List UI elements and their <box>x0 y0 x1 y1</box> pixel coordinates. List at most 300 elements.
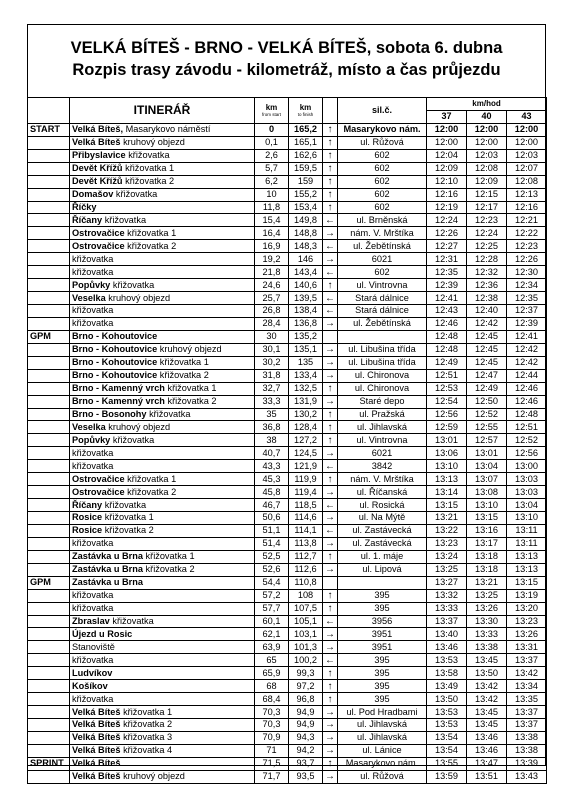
table-row <box>28 744 547 757</box>
row-place <box>70 279 255 292</box>
km-from-start: 35 <box>255 408 289 421</box>
row-place <box>70 317 255 330</box>
km-to-finish: 159,5 <box>289 162 323 175</box>
place-name: Brno - Kohoutovice <box>72 344 158 355</box>
row-place <box>70 434 255 447</box>
km-to-finish: 119,9 <box>289 473 323 486</box>
km-to-finish: 143,4 <box>289 266 323 279</box>
direction-arrow-icon: → <box>323 641 338 654</box>
km-to-finish: 96,8 <box>289 693 323 706</box>
time-37: 13:22 <box>427 524 467 537</box>
time-40: 12:23 <box>467 214 507 227</box>
time-43: 12:51 <box>507 421 547 434</box>
time-43: 13:15 <box>507 576 547 589</box>
time-40: 13:16 <box>467 524 507 537</box>
km-from-start: 52,6 <box>255 563 289 576</box>
place-name: Zastávka u Brna <box>72 564 143 575</box>
km-to-finish: 112,7 <box>289 550 323 563</box>
place-detail: kruhový objezd <box>105 292 171 303</box>
row-place <box>70 136 255 149</box>
row-tag <box>28 421 70 434</box>
time-37: 13:25 <box>427 563 467 576</box>
road-number: ul. Libušina třída <box>338 356 427 369</box>
place-detail: křižovatka <box>72 266 114 277</box>
direction-arrow-icon: → <box>323 395 338 408</box>
km-to-finish: 112,6 <box>289 563 323 576</box>
time-37: 12:39 <box>427 279 467 292</box>
km-to-finish: 131,9 <box>289 395 323 408</box>
direction-arrow-icon: ↑ <box>323 408 338 421</box>
time-37: 12:00 <box>427 123 467 136</box>
direction-arrow-icon: → <box>323 227 338 240</box>
row-place <box>70 770 255 783</box>
direction-arrow-icon: ← <box>323 305 338 318</box>
road-number: nám. V. Mrštíka <box>338 473 427 486</box>
road-number: 602 <box>338 175 427 188</box>
time-37: 12:27 <box>427 240 467 253</box>
road-number: 6021 <box>338 253 427 266</box>
time-37: 12:35 <box>427 266 467 279</box>
time-43: 13:37 <box>507 654 547 667</box>
time-43: 12:42 <box>507 356 547 369</box>
km-to-finish: 94,2 <box>289 744 323 757</box>
row-tag <box>28 279 70 292</box>
time-37: 13:53 <box>427 654 467 667</box>
road-number <box>338 576 427 589</box>
km-from-start: 10 <box>255 188 289 201</box>
row-tag <box>28 654 70 667</box>
direction-arrow-icon: ↑ <box>323 201 338 214</box>
km-to-finish: 103,1 <box>289 628 323 641</box>
road-number: 602 <box>338 149 427 162</box>
row-place <box>70 576 255 589</box>
time-37: 12:09 <box>427 162 467 175</box>
time-37: 12:48 <box>427 343 467 356</box>
km-from-start: 50,6 <box>255 512 289 525</box>
place-detail: kruhový objezd <box>157 344 222 355</box>
time-40: 12:42 <box>467 317 507 330</box>
row-place <box>70 537 255 550</box>
direction-arrow-icon: → <box>323 253 338 266</box>
road-number: ul. Žebětínská <box>338 240 427 253</box>
time-43: 13:03 <box>507 473 547 486</box>
place-detail: křižovatka 2 <box>157 370 209 381</box>
row-tag <box>28 227 70 240</box>
direction-arrow-icon: ↑ <box>323 693 338 706</box>
row-tag <box>28 473 70 486</box>
time-37: 12:59 <box>427 421 467 434</box>
row-place <box>70 240 255 253</box>
road-number: 6021 <box>338 447 427 460</box>
table-row <box>28 343 547 356</box>
road-number: nám. V. Mrštíka <box>338 227 427 240</box>
km-from-start: 60,1 <box>255 615 289 628</box>
table-row <box>28 524 547 537</box>
place-name: Ostrovačice <box>72 486 125 497</box>
time-37: 12:31 <box>427 253 467 266</box>
place-name: Zbraslav <box>72 615 110 626</box>
km-to-finish: 130,2 <box>289 408 323 421</box>
time-40: 12:50 <box>467 395 507 408</box>
time-37: 12:24 <box>427 214 467 227</box>
time-37: 13:33 <box>427 602 467 615</box>
km-from-start: 71,5 <box>255 757 289 770</box>
table-row <box>28 421 547 434</box>
row-tag <box>28 615 70 628</box>
table-row <box>28 693 547 706</box>
road-number: 395 <box>338 667 427 680</box>
table-row <box>28 240 547 253</box>
time-37: 12:48 <box>427 330 467 343</box>
direction-arrow-icon: → <box>323 512 338 525</box>
time-37: 13:14 <box>427 486 467 499</box>
table-row <box>28 382 547 395</box>
road-number: ul. Růžová <box>338 770 427 783</box>
row-place <box>70 188 255 201</box>
km-from-start: 16,9 <box>255 240 289 253</box>
row-tag <box>28 188 70 201</box>
km-from-start: 25,7 <box>255 292 289 305</box>
table-row <box>28 305 547 318</box>
km-to-finish: 155,2 <box>289 188 323 201</box>
time-40: 12:45 <box>467 356 507 369</box>
time-37: 12:54 <box>427 395 467 408</box>
km-from-start: 6,2 <box>255 175 289 188</box>
place-detail: křižovatka <box>72 460 114 471</box>
place-name: Ludvíkov <box>72 667 113 678</box>
place-name: Velká Bíteš <box>72 745 121 756</box>
road-number: ul. Chironova <box>338 382 427 395</box>
row-tag <box>28 395 70 408</box>
place-detail: křižovatka 1 <box>142 551 195 562</box>
row-place <box>70 292 255 305</box>
km-from-start: 32,7 <box>255 382 289 395</box>
row-place <box>70 162 255 175</box>
time-40: 13:50 <box>467 667 507 680</box>
time-43: 13:38 <box>507 744 547 757</box>
time-40: 12:00 <box>467 136 507 149</box>
km-to-finish: 148,8 <box>289 227 323 240</box>
time-43: 12:03 <box>507 149 547 162</box>
row-tag <box>28 305 70 318</box>
time-37: 12:04 <box>427 149 467 162</box>
time-43: 13:23 <box>507 615 547 628</box>
place-name: Košíkov <box>72 680 108 691</box>
time-40: 12:00 <box>467 123 507 136</box>
direction-arrow-icon: ↑ <box>323 434 338 447</box>
km-to-finish: 105,1 <box>289 615 323 628</box>
time-40: 13:33 <box>467 628 507 641</box>
table-row <box>28 770 547 783</box>
road-number: ul. Jihlavská <box>338 731 427 744</box>
time-43: 12:00 <box>507 123 547 136</box>
time-43: 12:52 <box>507 434 547 447</box>
place-detail: křižovatka 2 <box>124 240 177 251</box>
place-detail: křižovatka 4 <box>120 745 173 756</box>
km-to-finish: 94,9 <box>289 706 323 719</box>
time-43: 12:30 <box>507 266 547 279</box>
time-37: 13:24 <box>427 550 467 563</box>
km-from-start: 33,3 <box>255 395 289 408</box>
time-37: 12:53 <box>427 382 467 395</box>
row-tag <box>28 447 70 460</box>
time-40: 13:17 <box>467 537 507 550</box>
row-place <box>70 550 255 563</box>
time-43: 12:00 <box>507 136 547 149</box>
road-number: ul. Lipová <box>338 563 427 576</box>
place-detail: kruhový objezd <box>120 771 185 782</box>
time-43: 13:04 <box>507 499 547 512</box>
time-37: 13:06 <box>427 447 467 460</box>
direction-arrow-icon: ← <box>323 460 338 473</box>
time-40: 13:46 <box>467 744 507 757</box>
table-row <box>28 266 547 279</box>
road-number: 3951 <box>338 641 427 654</box>
place-name: Brno - Kohoutovice <box>72 331 158 342</box>
time-37: 13:40 <box>427 628 467 641</box>
row-place <box>70 330 255 343</box>
time-40: 13:38 <box>467 641 507 654</box>
direction-arrow-icon: ↑ <box>323 667 338 680</box>
direction-arrow-icon: ↑ <box>323 175 338 188</box>
road-number: 3951 <box>338 628 427 641</box>
time-40: 12:57 <box>467 434 507 447</box>
direction-arrow-icon: ↑ <box>323 136 338 149</box>
row-place <box>70 408 255 421</box>
road-number: ul. Pražská <box>338 408 427 421</box>
time-43: 13:43 <box>507 770 547 783</box>
row-tag: GPM <box>28 330 70 343</box>
row-tag <box>28 253 70 266</box>
row-tag <box>28 641 70 654</box>
time-43: 12:44 <box>507 369 547 382</box>
time-37: 12:16 <box>427 188 467 201</box>
place-name: Ostrovačice <box>72 227 125 238</box>
km-from-start: 57,7 <box>255 602 289 615</box>
table-row <box>28 201 547 214</box>
place-detail: křižovatka 1 <box>120 706 173 717</box>
time-40: 12:09 <box>467 175 507 188</box>
km-from-start: 0,1 <box>255 136 289 149</box>
row-place <box>70 589 255 602</box>
km-to-finish: 114,1 <box>289 524 323 537</box>
place-name: Veselka <box>72 421 106 432</box>
table-row <box>28 615 547 628</box>
place-name: Rosice <box>72 525 103 536</box>
direction-arrow-icon: ↑ <box>323 680 338 693</box>
time-40: 13:30 <box>467 615 507 628</box>
time-40: 12:45 <box>467 343 507 356</box>
km-from-start: 2,6 <box>255 149 289 162</box>
time-37: 13:59 <box>427 770 467 783</box>
km-to-finish: 149,8 <box>289 214 323 227</box>
km-to-finish: 162,6 <box>289 149 323 162</box>
road-number: Masarykovo nám. <box>338 123 427 136</box>
km-from-start: 19,2 <box>255 253 289 266</box>
km-to-finish: 135,1 <box>289 343 323 356</box>
direction-arrow-icon: → <box>323 486 338 499</box>
time-43: 12:08 <box>507 175 547 188</box>
direction-arrow-icon: ↑ <box>323 602 338 615</box>
place-detail: křižovatka 2 <box>164 396 217 407</box>
time-37: 13:10 <box>427 460 467 473</box>
row-place <box>70 667 255 680</box>
place-detail: křižovatka 1 <box>122 163 175 174</box>
row-place <box>70 744 255 757</box>
time-40: 12:55 <box>467 421 507 434</box>
table-row <box>28 214 547 227</box>
km-to-finish: 110,8 <box>289 576 323 589</box>
km-from-start: 30,1 <box>255 343 289 356</box>
table-row <box>28 123 547 136</box>
place-name: Zastávka u Brna <box>72 577 143 588</box>
direction-arrow-icon: ↑ <box>323 421 338 434</box>
time-43: 13:38 <box>507 731 547 744</box>
km-from-start: 36,8 <box>255 421 289 434</box>
km-from-start: 43,3 <box>255 460 289 473</box>
km-from-start: 28,4 <box>255 317 289 330</box>
header-row <box>28 98 547 111</box>
km-from-start: 51,4 <box>255 537 289 550</box>
row-tag <box>28 369 70 382</box>
km-from-start: 21,8 <box>255 266 289 279</box>
km-to-finish: 93,7 <box>289 757 323 770</box>
table-row <box>28 654 547 667</box>
row-place <box>70 214 255 227</box>
table-row <box>28 227 547 240</box>
time-43: 12:16 <box>507 201 547 214</box>
table-row <box>28 667 547 680</box>
road-number: 395 <box>338 680 427 693</box>
time-43: 12:35 <box>507 292 547 305</box>
row-place <box>70 757 255 770</box>
km-to-finish: 118,5 <box>289 499 323 512</box>
place-detail: křižovatka <box>125 150 170 161</box>
row-place <box>70 563 255 576</box>
row-place <box>70 305 255 318</box>
table-row <box>28 706 547 719</box>
direction-arrow-icon: ↑ <box>323 550 338 563</box>
time-37: 12:00 <box>427 136 467 149</box>
place-detail: křižovatka 1 <box>124 227 177 238</box>
row-tag <box>28 240 70 253</box>
km-from-start: 5,7 <box>255 162 289 175</box>
place-name: Brno - Kohoutovice <box>72 370 158 381</box>
time-43: 13:11 <box>507 537 547 550</box>
direction-arrow-icon: → <box>323 369 338 382</box>
km-from-start: 0 <box>255 123 289 136</box>
time-43: 12:23 <box>507 240 547 253</box>
row-tag: START <box>28 123 70 136</box>
time-37: 12:51 <box>427 369 467 382</box>
row-tag <box>28 680 70 693</box>
place-detail: křižovatka 3 <box>120 732 173 743</box>
km-to-finish: 128,4 <box>289 421 323 434</box>
km-to-finish: 108 <box>289 589 323 602</box>
header-speed-40: 40 <box>467 110 507 123</box>
table-row <box>28 473 547 486</box>
km-from-start: 40,7 <box>255 447 289 460</box>
time-40: 12:38 <box>467 292 507 305</box>
km-to-finish: 101,3 <box>289 641 323 654</box>
place-detail: Masarykovo náměstí <box>123 124 211 135</box>
direction-arrow-icon: ↑ <box>323 473 338 486</box>
place-name: Říčany <box>72 214 103 225</box>
row-place <box>70 615 255 628</box>
table-row <box>28 719 547 732</box>
row-tag <box>28 486 70 499</box>
row-tag <box>28 537 70 550</box>
km-from-start: 51,1 <box>255 524 289 537</box>
row-tag <box>28 343 70 356</box>
row-tag <box>28 693 70 706</box>
row-tag <box>28 667 70 680</box>
road-number: ul. Říčanská <box>338 486 427 499</box>
km-to-finish: 94,3 <box>289 731 323 744</box>
row-tag <box>28 524 70 537</box>
direction-arrow-icon: → <box>323 628 338 641</box>
direction-arrow-icon <box>323 330 338 343</box>
time-40: 12:25 <box>467 240 507 253</box>
time-40: 13:10 <box>467 499 507 512</box>
time-43: 12:42 <box>507 343 547 356</box>
place-name: Devět Křížů <box>72 163 123 174</box>
time-37: 13:49 <box>427 680 467 693</box>
km-to-finish: 153,4 <box>289 201 323 214</box>
km-to-finish: 139,5 <box>289 292 323 305</box>
place-detail: křižovatka 1 <box>157 357 209 368</box>
km-from-start: 68,4 <box>255 693 289 706</box>
table-row <box>28 486 547 499</box>
place-detail: křižovatka <box>109 615 154 626</box>
time-40: 12:15 <box>467 188 507 201</box>
row-place <box>70 266 255 279</box>
row-tag <box>28 434 70 447</box>
row-place <box>70 175 255 188</box>
place-name: Ostrovačice <box>72 240 125 251</box>
road-number: ul. Zastávecká <box>338 524 427 537</box>
row-place <box>70 473 255 486</box>
km-from-start: 38 <box>255 434 289 447</box>
time-40: 13:15 <box>467 512 507 525</box>
page-title: VELKÁ BÍTEŠ - BRNO - VELKÁ BÍTEŠ, sobota 6. dubna <box>70 39 503 57</box>
direction-arrow-icon: → <box>323 770 338 783</box>
time-37: 13:15 <box>427 499 467 512</box>
table-row <box>28 279 547 292</box>
header-speed: km/hod <box>427 98 547 111</box>
time-37: 13:58 <box>427 667 467 680</box>
place-name: Velká Bíteš <box>72 758 121 769</box>
time-43: 13:11 <box>507 524 547 537</box>
row-tag <box>28 744 70 757</box>
place-name: Říčky <box>72 201 97 212</box>
row-tag <box>28 550 70 563</box>
road-number: 602 <box>338 162 427 175</box>
table-row <box>28 550 547 563</box>
time-37: 13:54 <box>427 731 467 744</box>
road-number: 602 <box>338 201 427 214</box>
table-row <box>28 188 547 201</box>
time-43: 12:13 <box>507 188 547 201</box>
row-place <box>70 460 255 473</box>
km-to-finish: 114,6 <box>289 512 323 525</box>
row-place <box>70 201 255 214</box>
table-row <box>28 589 547 602</box>
header-direction <box>323 98 338 124</box>
row-place <box>70 719 255 732</box>
time-40: 13:46 <box>467 731 507 744</box>
direction-arrow-icon: → <box>323 706 338 719</box>
